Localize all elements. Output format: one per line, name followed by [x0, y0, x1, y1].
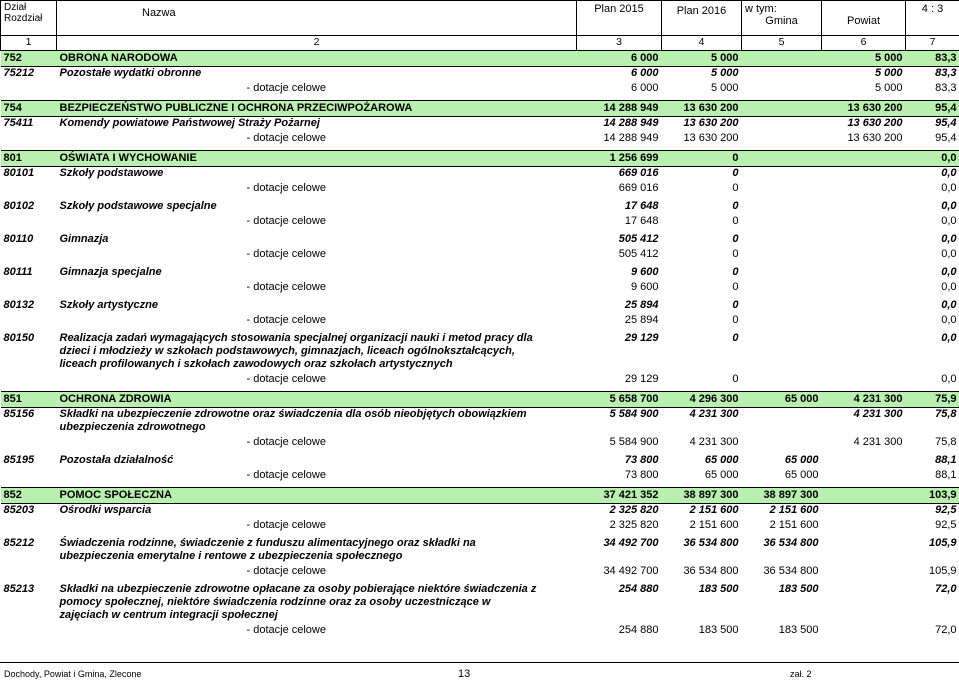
ratio-value: 105,9 — [906, 537, 959, 565]
header-ratio-label: 4 : 3 — [922, 3, 943, 15]
ratio-value: 75,8 — [906, 408, 959, 437]
rozdzial-name: Realizacja zadań wymagających stosowania specjalnej organizacji nauki i metod pracy dla dzieci i młodzieży w szkołach podstawowych, gimnazjach, liceach ogólnokształcących, liceach profilowanych i szkołach zawodowych oraz szkołach artystycznych — [57, 332, 577, 373]
plan2016-value: 183 500 — [662, 583, 742, 624]
dzial-row — [1, 51, 959, 67]
col-number: 1 — [1, 36, 57, 51]
plan2016-value: 38 897 300 — [662, 488, 742, 504]
powiat-value — [822, 332, 906, 373]
ratio-value: 0,0 — [906, 281, 959, 296]
dotacje-label: - dotacje celowe — [57, 565, 577, 580]
dotacje-label: - dotacje celowe — [57, 248, 577, 263]
rozdzial-code: 80132 — [1, 299, 57, 314]
rozdzial-code: 80102 — [1, 200, 57, 215]
plan2015-value: 9 600 — [577, 281, 662, 296]
powiat-value — [822, 373, 906, 388]
powiat-value — [822, 151, 906, 167]
header-nazwa-label: Nazwa — [142, 7, 176, 19]
dotacje-spacer — [1, 132, 57, 147]
plan2015-value: 5 584 900 — [577, 408, 662, 437]
col-number: 6 — [822, 36, 906, 51]
header-gmina: Gmina — [745, 15, 818, 27]
dzial-name: OBRONA NARODOWA — [57, 51, 577, 67]
gmina-value — [742, 266, 822, 281]
rozdzial-code: 75411 — [1, 117, 57, 133]
dzial-name: OŚWIATA I WYCHOWANIE — [57, 151, 577, 167]
powiat-value — [822, 314, 906, 329]
ratio-value: 0,0 — [906, 314, 959, 329]
powiat-value — [822, 233, 906, 248]
dzial-code: 752 — [1, 51, 57, 67]
powiat-value: 4 231 300 — [822, 436, 906, 451]
col-number: 7 — [906, 36, 959, 51]
ratio-value: 95,4 — [906, 117, 959, 133]
dotacje-row — [1, 215, 959, 230]
dotacje-label: - dotacje celowe — [57, 182, 577, 197]
rozdzial-name: Pozostałe wydatki obronne — [57, 67, 577, 83]
page-footer — [0, 662, 959, 682]
gmina-value — [742, 299, 822, 314]
gmina-value — [742, 436, 822, 451]
dzial-code: 852 — [1, 488, 57, 504]
ratio-value: 0,0 — [906, 215, 959, 230]
rozdzial-row — [1, 233, 959, 248]
dotacje-row — [1, 314, 959, 329]
row-gap — [1, 639, 959, 642]
dotacje-row — [1, 82, 959, 97]
gmina-value — [742, 117, 822, 133]
dotacje-spacer — [1, 182, 57, 197]
ratio-value: 0,0 — [906, 332, 959, 373]
rozdzial-code: 80150 — [1, 332, 57, 373]
table-header — [1, 1, 959, 36]
ratio-value: 92,5 — [906, 519, 959, 534]
ratio-value: 75,9 — [906, 392, 959, 408]
gmina-value: 183 500 — [742, 583, 822, 624]
ratio-value: 0,0 — [906, 248, 959, 263]
plan2015-value: 669 016 — [577, 182, 662, 197]
rozdzial-name: Gimnazja — [57, 233, 577, 248]
plan2016-value: 2 151 600 — [662, 504, 742, 520]
plan2016-value: 4 231 300 — [662, 436, 742, 451]
rozdzial-name: Szkoły artystyczne — [57, 299, 577, 314]
rozdzial-code: 85212 — [1, 537, 57, 565]
dotacje-row — [1, 436, 959, 451]
gmina-value: 183 500 — [742, 624, 822, 639]
rozdzial-code: 85195 — [1, 454, 57, 469]
ratio-value: 0,0 — [906, 373, 959, 388]
dotacje-label: - dotacje celowe — [57, 624, 577, 639]
dotacje-spacer — [1, 215, 57, 230]
gmina-value: 2 151 600 — [742, 504, 822, 520]
header-wtym-gmina — [742, 1, 822, 36]
plan2016-value: 0 — [662, 373, 742, 388]
plan2015-value: 14 288 949 — [577, 132, 662, 147]
powiat-value — [822, 281, 906, 296]
powiat-value: 5 000 — [822, 67, 906, 83]
gmina-value: 65 000 — [742, 454, 822, 469]
ratio-value: 72,0 — [906, 583, 959, 624]
dotacje-label: - dotacje celowe — [57, 314, 577, 329]
dzial-name: OCHRONA ZDROWIA — [57, 392, 577, 408]
plan2016-value: 4 296 300 — [662, 392, 742, 408]
plan2015-value: 6 000 — [577, 82, 662, 97]
powiat-value: 5 000 — [822, 82, 906, 97]
ratio-value: 75,8 — [906, 436, 959, 451]
ratio-value: 0,0 — [906, 200, 959, 215]
dotacje-label: - dotacje celowe — [57, 436, 577, 451]
footer-right: zał. 2 — [790, 669, 812, 679]
gmina-value — [742, 51, 822, 67]
plan2016-value: 36 534 800 — [662, 537, 742, 565]
plan2016-value: 0 — [662, 266, 742, 281]
dotacje-row — [1, 519, 959, 534]
plan2015-value: 254 880 — [577, 624, 662, 639]
header-wtym: w tym: — [745, 3, 818, 15]
gmina-value — [742, 314, 822, 329]
plan2016-value: 0 — [662, 151, 742, 167]
header-plan2015-label: Plan 2015 — [594, 3, 644, 15]
powiat-value — [822, 504, 906, 520]
gmina-value — [742, 200, 822, 215]
gmina-value: 36 534 800 — [742, 537, 822, 565]
plan2016-value: 0 — [662, 281, 742, 296]
dotacje-spacer — [1, 281, 57, 296]
rozdzial-name: Ośrodki wsparcia — [57, 504, 577, 520]
header-plan2016 — [662, 1, 742, 36]
plan2015-value: 25 894 — [577, 314, 662, 329]
ratio-value: 88,1 — [906, 469, 959, 484]
plan2015-value: 2 325 820 — [577, 504, 662, 520]
plan2016-value: 0 — [662, 215, 742, 230]
rozdzial-name: Szkoły podstawowe specjalne — [57, 200, 577, 215]
footer-left: Dochody, Powiat i Gmina, Zlecone — [4, 669, 141, 679]
plan2015-value: 9 600 — [577, 266, 662, 281]
table-body — [1, 51, 959, 643]
header-powiat: Powiat — [825, 15, 902, 28]
plan2016-value: 0 — [662, 200, 742, 215]
ratio-value: 0,0 — [906, 151, 959, 167]
rozdzial-row — [1, 167, 959, 183]
powiat-value — [822, 266, 906, 281]
powiat-value — [822, 215, 906, 230]
ratio-value: 95,4 — [906, 101, 959, 117]
rozdzial-row — [1, 299, 959, 314]
plan2015-value: 29 129 — [577, 332, 662, 373]
col-number: 4 — [662, 36, 742, 51]
plan2016-value: 2 151 600 — [662, 519, 742, 534]
rozdzial-code: 80110 — [1, 233, 57, 248]
dotacje-label: - dotacje celowe — [57, 281, 577, 296]
dotacje-spacer — [1, 469, 57, 484]
powiat-value — [822, 565, 906, 580]
dotacje-label: - dotacje celowe — [57, 215, 577, 230]
gmina-value — [742, 332, 822, 373]
plan2015-value: 669 016 — [577, 167, 662, 183]
dotacje-label: - dotacje celowe — [57, 82, 577, 97]
column-numbers — [1, 36, 959, 51]
rozdzial-name: Komendy powiatowe Państwowej Straży Pożarnej — [57, 117, 577, 133]
ratio-value: 83,3 — [906, 82, 959, 97]
gmina-value: 2 151 600 — [742, 519, 822, 534]
plan2016-value: 5 000 — [662, 51, 742, 67]
powiat-value — [822, 454, 906, 469]
rozdzial-name: Gimnazja specjalne — [57, 266, 577, 281]
dotacje-row — [1, 373, 959, 388]
rozdzial-row — [1, 200, 959, 215]
plan2015-value: 6 000 — [577, 67, 662, 83]
plan2016-value: 0 — [662, 248, 742, 263]
gmina-value — [742, 233, 822, 248]
dotacje-label: - dotacje celowe — [57, 373, 577, 388]
ratio-value: 83,3 — [906, 51, 959, 67]
dotacje-spacer — [1, 436, 57, 451]
plan2015-value: 17 648 — [577, 200, 662, 215]
plan2015-value: 14 288 949 — [577, 117, 662, 133]
ratio-value: 83,3 — [906, 67, 959, 83]
ratio-value: 0,0 — [906, 233, 959, 248]
plan2015-value: 505 412 — [577, 233, 662, 248]
dotacje-label: - dotacje celowe — [57, 519, 577, 534]
ratio-value: 105,9 — [906, 565, 959, 580]
powiat-value: 13 630 200 — [822, 132, 906, 147]
powiat-value — [822, 624, 906, 639]
powiat-value — [822, 248, 906, 263]
gmina-value: 65 000 — [742, 392, 822, 408]
gmina-value — [742, 281, 822, 296]
dotacje-spacer — [1, 248, 57, 263]
plan2015-value: 6 000 — [577, 51, 662, 67]
powiat-value: 5 000 — [822, 51, 906, 67]
rozdzial-row — [1, 266, 959, 281]
plan2015-value: 17 648 — [577, 215, 662, 230]
plan2016-value: 13 630 200 — [662, 117, 742, 133]
rozdzial-name: Składki na ubezpieczenie zdrowotne oraz świadczenia dla osób nieobjętych obowiązkiem ubezpieczenia zdrowotnego — [57, 408, 577, 437]
ratio-value: 92,5 — [906, 504, 959, 520]
col-number: 3 — [577, 36, 662, 51]
plan2016-value: 0 — [662, 233, 742, 248]
dzial-row — [1, 151, 959, 167]
gmina-value — [742, 182, 822, 197]
header-powiat-cell — [822, 1, 906, 36]
powiat-value — [822, 519, 906, 534]
rozdzial-row — [1, 408, 959, 437]
ratio-value: 0,0 — [906, 167, 959, 183]
dotacje-spacer — [1, 565, 57, 580]
powiat-value — [822, 200, 906, 215]
ratio-value: 88,1 — [906, 454, 959, 469]
header-plan2016-label: Plan 2016 — [677, 5, 727, 17]
plan2015-value: 25 894 — [577, 299, 662, 314]
plan2016-value: 0 — [662, 182, 742, 197]
header-nazwa — [57, 1, 577, 36]
gmina-value: 38 897 300 — [742, 488, 822, 504]
col-number: 2 — [57, 36, 577, 51]
gmina-value — [742, 373, 822, 388]
plan2015-value: 34 492 700 — [577, 565, 662, 580]
plan2015-value: 5 658 700 — [577, 392, 662, 408]
dotacje-row — [1, 182, 959, 197]
plan2016-value: 0 — [662, 332, 742, 373]
dzial-code: 801 — [1, 151, 57, 167]
rozdzial-name: Składki na ubezpieczenie zdrowotne opłacane za osoby pobierające niektóre świadczenia z pomocy społecznej, niektóre świadczenia rodzinne oraz za osoby uczestniczące w zajęciach w centrum integracji społecznej — [57, 583, 577, 624]
gmina-value: 36 534 800 — [742, 565, 822, 580]
col-number: 5 — [742, 36, 822, 51]
gmina-value — [742, 151, 822, 167]
powiat-value: 4 231 300 — [822, 408, 906, 437]
powiat-value — [822, 537, 906, 565]
rozdzial-name: Pozostała działalność — [57, 454, 577, 469]
dzial-code: 754 — [1, 101, 57, 117]
powiat-value — [822, 488, 906, 504]
ratio-value: 103,9 — [906, 488, 959, 504]
gmina-value — [742, 215, 822, 230]
plan2016-value: 13 630 200 — [662, 101, 742, 117]
dotacje-row — [1, 248, 959, 263]
plan2015-value: 37 421 352 — [577, 488, 662, 504]
plan2015-value: 2 325 820 — [577, 519, 662, 534]
gmina-value: 65 000 — [742, 469, 822, 484]
rozdzial-code: 80101 — [1, 167, 57, 183]
rozdzial-name: Świadczenia rodzinne, świadczenie z funduszu alimentacyjnego oraz składki na ubezpieczenia emerytalne i rentowe z ubezpieczenia społecznego — [57, 537, 577, 565]
rozdzial-code: 85213 — [1, 583, 57, 624]
powiat-value: 13 630 200 — [822, 117, 906, 133]
powiat-value — [822, 299, 906, 314]
plan2016-value: 65 000 — [662, 469, 742, 484]
powiat-value — [822, 182, 906, 197]
header-plan2015 — [577, 1, 662, 36]
plan2015-value: 29 129 — [577, 373, 662, 388]
powiat-value — [822, 167, 906, 183]
dzial-code: 851 — [1, 392, 57, 408]
dotacje-row — [1, 624, 959, 639]
dotacje-row — [1, 132, 959, 147]
rozdzial-row — [1, 504, 959, 520]
plan2015-value: 505 412 — [577, 248, 662, 263]
plan2015-value: 14 288 949 — [577, 101, 662, 117]
dzial-row — [1, 488, 959, 504]
plan2016-value: 13 630 200 — [662, 132, 742, 147]
ratio-value: 0,0 — [906, 299, 959, 314]
powiat-value: 13 630 200 — [822, 101, 906, 117]
plan2015-value: 5 584 900 — [577, 436, 662, 451]
rozdzial-code: 85156 — [1, 408, 57, 437]
ratio-value: 0,0 — [906, 266, 959, 281]
dzial-row — [1, 392, 959, 408]
dzial-name: BEZPIECZEŃSTWO PUBLICZNE I OCHRONA PRZECIWPOŻAROWA — [57, 101, 577, 117]
gmina-value — [742, 167, 822, 183]
rozdzial-code: 80111 — [1, 266, 57, 281]
rozdzial-row — [1, 67, 959, 83]
plan2015-value: 1 256 699 — [577, 151, 662, 167]
rozdzial-row — [1, 583, 959, 624]
dotacje-spacer — [1, 519, 57, 534]
footer-page-number: 13 — [458, 668, 470, 680]
plan2016-value: 0 — [662, 314, 742, 329]
header-ratio — [906, 1, 959, 36]
gmina-value — [742, 82, 822, 97]
rozdzial-code: 85203 — [1, 504, 57, 520]
powiat-value: 4 231 300 — [822, 392, 906, 408]
rozdzial-name: Szkoły podstawowe — [57, 167, 577, 183]
gmina-value — [742, 408, 822, 437]
header-rozdzial: Rozdział — [4, 13, 53, 24]
row-gap-cell — [1, 639, 959, 642]
plan2016-value: 5 000 — [662, 67, 742, 83]
rozdzial-row — [1, 117, 959, 133]
gmina-value — [742, 101, 822, 117]
dotacje-label: - dotacje celowe — [57, 132, 577, 147]
header-dzial-rozdzial — [1, 1, 57, 36]
rozdzial-row — [1, 454, 959, 469]
plan2015-value: 34 492 700 — [577, 537, 662, 565]
dotacje-spacer — [1, 314, 57, 329]
powiat-value — [822, 583, 906, 624]
plan2016-value: 5 000 — [662, 82, 742, 97]
plan2016-value: 65 000 — [662, 454, 742, 469]
plan2016-value: 4 231 300 — [662, 408, 742, 437]
dotacje-row — [1, 565, 959, 580]
plan2015-value: 73 800 — [577, 469, 662, 484]
gmina-value — [742, 248, 822, 263]
dotacje-row — [1, 281, 959, 296]
plan2016-value: 183 500 — [662, 624, 742, 639]
header-dzial: Dział — [4, 2, 53, 13]
plan2015-value: 73 800 — [577, 454, 662, 469]
dotacje-spacer — [1, 624, 57, 639]
rozdzial-row — [1, 332, 959, 373]
ratio-value: 95,4 — [906, 132, 959, 147]
gmina-value — [742, 132, 822, 147]
dotacje-row — [1, 469, 959, 484]
dotacje-spacer — [1, 373, 57, 388]
dotacje-spacer — [1, 82, 57, 97]
ratio-value: 72,0 — [906, 624, 959, 639]
plan2016-value: 0 — [662, 299, 742, 314]
rozdzial-code: 75212 — [1, 67, 57, 83]
ratio-value: 0,0 — [906, 182, 959, 197]
rozdzial-row — [1, 537, 959, 565]
plan2015-value: 254 880 — [577, 583, 662, 624]
plan2016-value: 0 — [662, 167, 742, 183]
dzial-row — [1, 101, 959, 117]
dzial-name: POMOC SPOŁECZNA — [57, 488, 577, 504]
dotacje-label: - dotacje celowe — [57, 469, 577, 484]
gmina-value — [742, 67, 822, 83]
plan2016-value: 36 534 800 — [662, 565, 742, 580]
powiat-value — [822, 469, 906, 484]
